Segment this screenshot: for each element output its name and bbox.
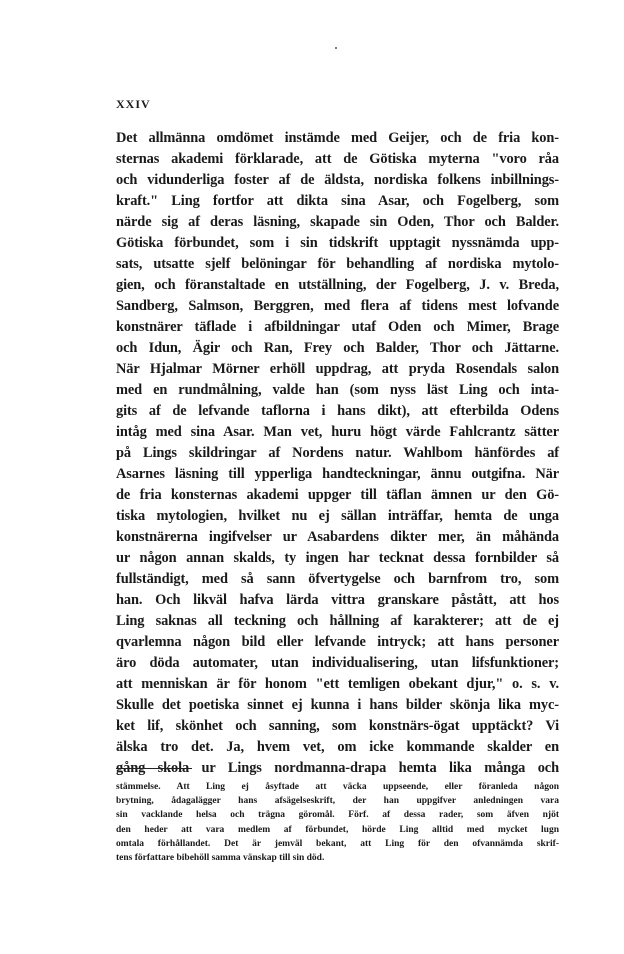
body-line: närde sig af deras läsning, skapade sin Oden, Thor och Balder.	[116, 214, 559, 230]
body-line: Ling saknas all teckning och hållning af karakterer; att de ej	[116, 613, 559, 629]
body-line: tiska mytologien, hvilket nu ej sällan inträffar, hemta de unga	[116, 508, 559, 524]
body-line: och vidunderliga foster af de äldsta, nordiska folkens inbillnings-	[116, 172, 559, 188]
body-line: sternas akademi förklarade, att de Götiska myterna "voro råa	[116, 151, 559, 167]
body-line: gång skola ur Lings nordmanna-drapa hemta lika många och	[116, 760, 559, 776]
body-line: att menniskan är för honom "ett temligen obekant djur," o. s. v.	[116, 676, 559, 692]
body-line: qvarlemna någon bild eller lefvande intryck; att hans personer	[116, 634, 559, 650]
body-line: Det allmänna omdömet instämde med Geijer, och de fria kon-	[116, 130, 559, 146]
body-line: konstnärerna ingifvelser ur Asabardens dikter mer, än måhända	[116, 529, 559, 545]
body-line: konstnärer täflade i afbildningar utaf Oden och Mimer, Brage	[116, 319, 559, 335]
footnote-line: tens författare bibehöll samma vänskap till sin död.	[116, 853, 325, 864]
body-line: När Hjalmar Mörner erhöll uppdrag, att pryda Rosendals salon	[116, 361, 559, 377]
printing-speck	[335, 47, 337, 49]
body-line: fullständigt, med så sann öfvertygelse och barnfrom tro, som	[116, 571, 559, 587]
body-line: med en rundmålning, valde han (som nyss läst Ling och inta-	[116, 382, 559, 398]
body-line: Götiska förbundet, som i sin tidskrift upptagit nyssnämda upp-	[116, 235, 559, 251]
body-line: sats, utsatte sjelf belöningar för behandling af nordiska mytolo-	[116, 256, 559, 272]
body-line: gits af de lefvande taflorna i hans dikt), att efterbilda Odens	[116, 403, 559, 419]
body-line: Asarnes läsning till ypperliga handteckningar, ännu outgifna. När	[116, 466, 559, 482]
body-line: ket lif, skönhet och sanning, som konstnärs-ögat upptäckt? Vi	[116, 718, 559, 734]
body-line: han. Och likväl hafva lärda vittra granskare påstått, att hos	[116, 592, 559, 608]
body-text	[116, 128, 559, 779]
body-line: intåg med sina Asar. Man vet, huru högt värde Fahlcrantz sätter	[116, 424, 559, 440]
page-number: XXIV	[116, 97, 151, 111]
body-line: ur någon annan skalds, ty ingen har tecknat dessa fornbilder så	[116, 550, 559, 566]
body-line: gien, och föranstaltade en utställning, der Fogelberg, J. v. Breda,	[116, 277, 559, 293]
body-line: älska tro det. Ja, hvem vet, om icke kommande skalder en	[116, 739, 559, 755]
footnote-rule	[116, 768, 192, 769]
body-line: och Idun, Ägir och Ran, Frey och Balder, Thor och Jättarne.	[116, 340, 559, 356]
body-line: på Lings skildringar af Nordens natur. Wahlbom hänfördes af	[116, 445, 559, 461]
footnote-line: den heder att vara medlem af förbundet, hörde Ling alltid med mycket lugn	[116, 824, 559, 835]
footnote-line: brytning, ådagalägger hans afsägelseskrift, der han uppgifver anledningen vara	[116, 796, 559, 807]
body-line: äro döda automater, utan individualisering, utan lifsfunktioner;	[116, 655, 559, 671]
footnote-line: omtala förhållandet. Det är jemväl bekant, att Ling för den ofvannämda skrif-	[116, 838, 559, 849]
footnote-line: sin vacklande helsa och trägna göromål. Förf. af dessa rader, som äfven njöt	[116, 810, 559, 821]
footnote-line: stämmelse. Att Ling ej åsyftade att väcka uppseende, eller föranleda någon	[116, 782, 559, 792]
body-line: Skulle det poetiska sinnet ej kunna i hans bilder skönja lika myc-	[116, 697, 559, 713]
body-line: kraft." Ling fortfor att dikta sina Asar, och Fogelberg, som	[116, 193, 559, 209]
body-line: Sandberg, Salmson, Berggren, med flera af tidens mest lofvande	[116, 298, 559, 314]
footnote	[116, 780, 559, 865]
body-line: de fria konsternas akademi uppger till täflan ämnen ur den Gö-	[116, 487, 559, 503]
